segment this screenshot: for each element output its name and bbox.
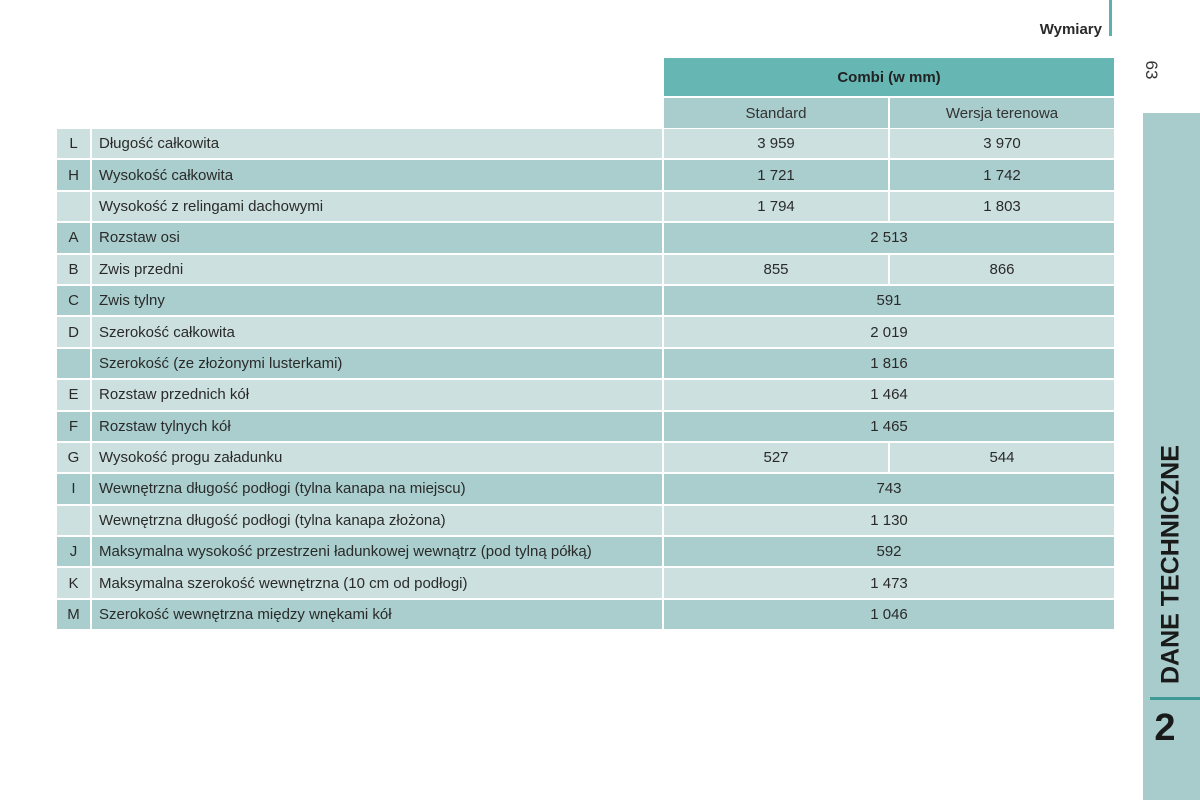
dimension-code: [57, 349, 92, 378]
dimension-label: Wysokość całkowita: [92, 160, 664, 189]
dimension-value-both: 2 513: [664, 223, 1114, 252]
dimension-label: Rozstaw osi: [92, 223, 664, 252]
dimension-value-both: 743: [664, 474, 1114, 503]
table-row: [57, 317, 1114, 348]
dimension-label: Szerokość (ze złożonymi lusterkami): [92, 349, 664, 378]
dimension-code: H: [57, 160, 92, 189]
dimension-value-both: 1 130: [664, 506, 1114, 535]
dimensions-table: [57, 129, 1114, 631]
table-row: [57, 255, 1114, 286]
dimension-value-standard: 1 721: [664, 160, 890, 189]
dimension-code: A: [57, 223, 92, 252]
chapter-number: 2: [1154, 707, 1176, 749]
dimension-value-both: 1 464: [664, 380, 1114, 409]
dimension-label: Wysokość z relingami dachowymi: [92, 192, 664, 221]
dimension-code: K: [57, 568, 92, 597]
page-number: 63: [1142, 60, 1161, 80]
dimension-value-both: 592: [664, 537, 1114, 566]
table-group-header: Combi (w mm): [664, 58, 1114, 96]
dimension-label: Wewnętrzna długość podłogi (tylna kanapa złożona): [92, 506, 664, 535]
table-row: [57, 129, 1114, 160]
dimension-code: M: [57, 600, 92, 629]
table-row: [57, 443, 1114, 474]
table-row: [57, 160, 1114, 191]
dimension-code: E: [57, 380, 92, 409]
dimension-value-terrain: 3 970: [890, 129, 1114, 158]
chapter-tab-divider: [1150, 697, 1200, 700]
dimension-value-standard: 527: [664, 443, 890, 472]
table-row: [57, 537, 1114, 568]
table-row: [57, 223, 1114, 254]
dimension-code: [57, 192, 92, 221]
dimension-label: Wewnętrzna długość podłogi (tylna kanapa na miejscu): [92, 474, 664, 503]
dimension-label: Rozstaw tylnych kół: [92, 412, 664, 441]
table-row: [57, 568, 1114, 599]
dimension-code: J: [57, 537, 92, 566]
column-header-terrain: Wersja terenowa: [890, 98, 1114, 128]
table-row: [57, 474, 1114, 505]
dimension-label: Szerokość wewnętrzna między wnękami kół: [92, 600, 664, 629]
dimension-value-terrain: 1 742: [890, 160, 1114, 189]
table-row: [57, 412, 1114, 443]
dimension-value-terrain: 866: [890, 255, 1114, 284]
table-row: [57, 192, 1114, 223]
dimension-value-terrain: 1 803: [890, 192, 1114, 221]
dimension-value-standard: 3 959: [664, 129, 890, 158]
dimension-label: Zwis przedni: [92, 255, 664, 284]
table-row: [57, 506, 1114, 537]
dimension-label: Długość całkowita: [92, 129, 664, 158]
dimension-value-terrain: 544: [890, 443, 1114, 472]
dimension-label: Szerokość całkowita: [92, 317, 664, 346]
dimension-label: Maksymalna szerokość wewnętrzna (10 cm od podłogi): [92, 568, 664, 597]
table-row: [57, 286, 1114, 317]
dimension-code: G: [57, 443, 92, 472]
dimension-value-both: 1 473: [664, 568, 1114, 597]
dimension-code: B: [57, 255, 92, 284]
dimension-value-both: 1 465: [664, 412, 1114, 441]
column-header-standard: Standard: [664, 98, 888, 128]
dimension-label: Maksymalna wysokość przestrzeni ładunkowej wewnątrz (pod tylną półką): [92, 537, 664, 566]
dimension-code: [57, 506, 92, 535]
table-row: [57, 600, 1114, 631]
dimension-value-standard: 1 794: [664, 192, 890, 221]
dimension-value-both: 1 046: [664, 600, 1114, 629]
dimension-label: Wysokość progu załadunku: [92, 443, 664, 472]
dimension-label: Zwis tylny: [92, 286, 664, 315]
table-row: [57, 380, 1114, 411]
table-row: [57, 349, 1114, 380]
dimension-label: Rozstaw przednich kół: [92, 380, 664, 409]
section-title: Wymiary: [1039, 21, 1102, 38]
dimension-code: I: [57, 474, 92, 503]
header-divider: [1109, 0, 1112, 36]
dimension-code: D: [57, 317, 92, 346]
dimension-value-both: 591: [664, 286, 1114, 315]
dimension-value-both: 2 019: [664, 317, 1114, 346]
dimension-value-both: 1 816: [664, 349, 1114, 378]
dimension-code: C: [57, 286, 92, 315]
dimension-code: F: [57, 412, 92, 441]
dimension-code: L: [57, 129, 92, 158]
chapter-tab-label: DANE TECHNICZNE: [1156, 445, 1185, 685]
dimension-value-standard: 855: [664, 255, 890, 284]
